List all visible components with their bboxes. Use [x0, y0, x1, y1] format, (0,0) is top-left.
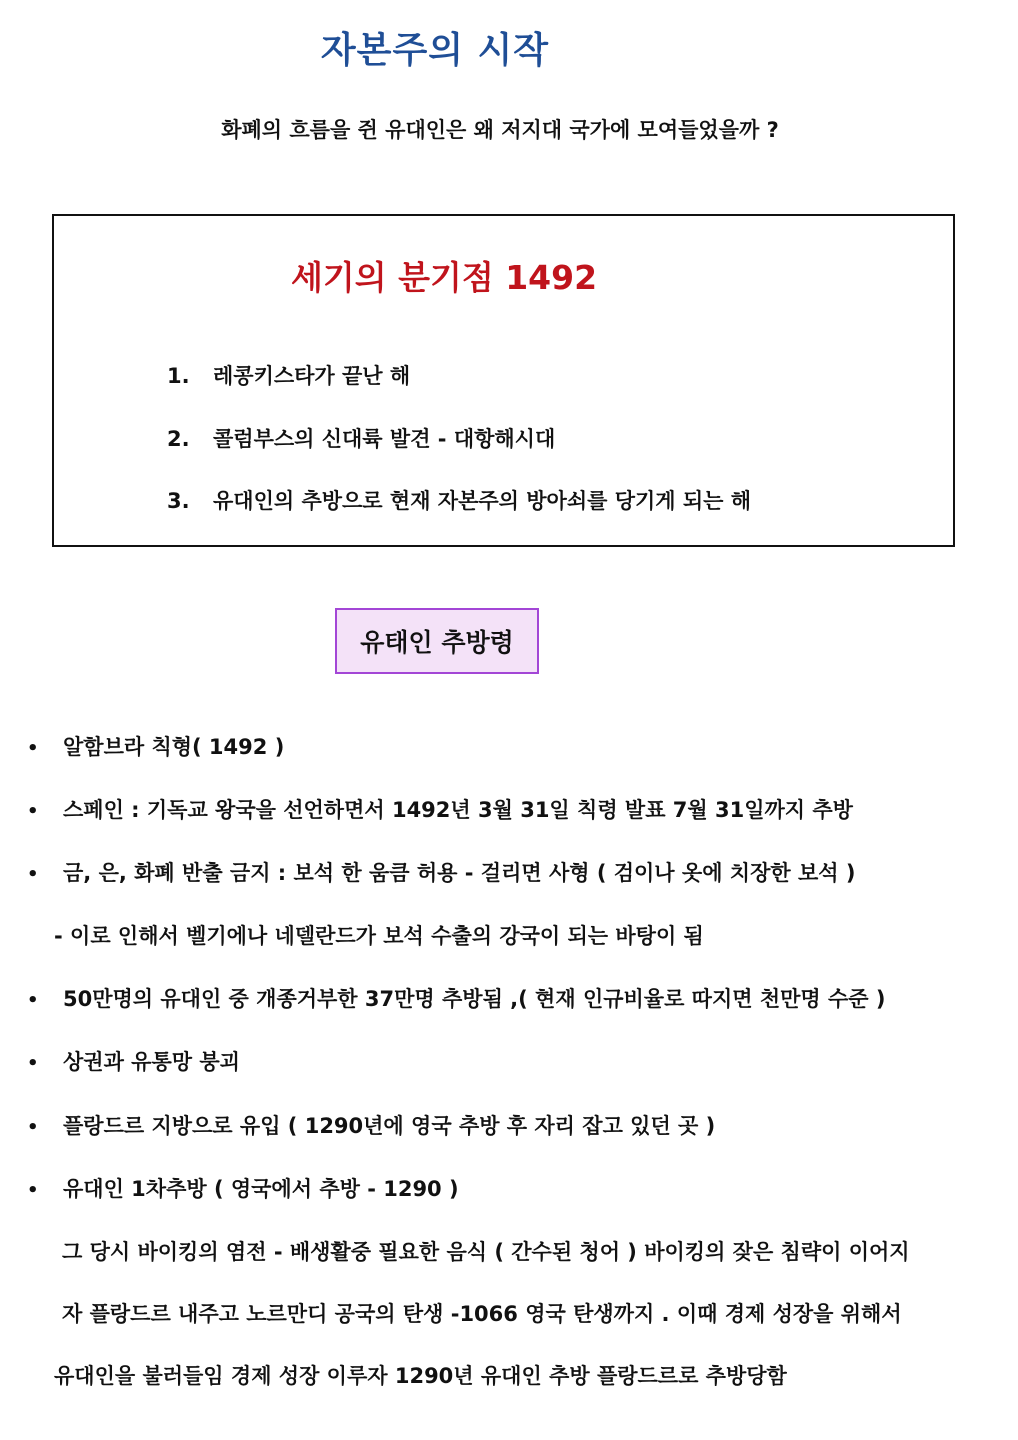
- bullet-icon: •: [27, 1180, 39, 1201]
- page-title: 자본주의 시작: [320, 30, 550, 71]
- bullet-icon: •: [27, 738, 39, 759]
- highlight-box: [52, 214, 955, 547]
- box-list-item: [167, 485, 751, 515]
- bullet-item: [27, 731, 284, 761]
- bullet-item: [27, 1110, 715, 1140]
- bullet-icon: •: [27, 801, 39, 822]
- bullet-item: [27, 1173, 459, 1203]
- bullet-item: [27, 983, 886, 1013]
- list-text: 유대인의 추방으로 현재 자본주의 방아쇠를 당기게 되는 해: [213, 489, 752, 513]
- list-number: 3.: [167, 489, 190, 513]
- paragraph-line: 유대인을 불러들임 경제 성장 이루자 1290년 유대인 추방 플랑드르로 추방당함: [54, 1364, 787, 1388]
- bullet-icon: •: [27, 990, 39, 1011]
- box-list-item: [167, 423, 555, 453]
- bullet-item: [27, 857, 855, 887]
- sub-note: - 이로 인해서 벨기에나 네델란드가 보석 수출의 강국이 되는 바탕이 됨: [54, 924, 704, 948]
- bullet-item: [27, 794, 853, 824]
- paragraph-line: 자 플랑드르 내주고 노르만디 공국의 탄생 -1066 영국 탄생까지 . 이때 경제 성장을 위해서: [62, 1302, 902, 1326]
- bullet-text: 알함브라 칙형( 1492 ): [63, 735, 285, 759]
- bullet-text: 플랑드르 지방으로 유입 ( 1290년에 영국 추방 후 자리 잡고 있던 곳 ): [63, 1114, 716, 1138]
- bullet-text: 스페인 : 기독교 왕국을 선언하면서 1492년 3월 31일 칙령 발표 7월 31일까지 추방: [63, 798, 853, 822]
- list-text: 레콩키스타가 끝난 해: [213, 364, 411, 388]
- section-tag: 유태인 추방령: [335, 608, 539, 674]
- list-text: 콜럼부스의 신대륙 발견 - 대항해시대: [213, 427, 556, 451]
- bullet-text: 금, 은, 화폐 반출 금지 : 보석 한 움큼 허용 - 걸리면 사형 ( 검이나 옷에 치장한 보석 ): [63, 861, 856, 885]
- bullet-icon: •: [27, 864, 39, 885]
- bullet-text: 상권과 유통망 붕괴: [63, 1050, 240, 1074]
- list-number: 1.: [167, 364, 190, 388]
- box-title: 세기의 분기점 1492: [290, 258, 598, 297]
- bullet-text: 50만명의 유대인 중 개종거부한 37만명 추방됨 ,( 현재 인규비율로 따지면 천만명 수준 ): [63, 987, 886, 1011]
- page-subtitle: 화폐의 흐름을 쥔 유대인은 왜 저지대 국가에 모여들었을까 ?: [221, 118, 779, 142]
- bullet-icon: •: [27, 1117, 39, 1138]
- bullet-text: 유대인 1차추방 ( 영국에서 추방 - 1290 ): [63, 1177, 459, 1201]
- bullet-icon: •: [27, 1053, 39, 1074]
- box-list-item: [167, 360, 410, 390]
- list-number: 2.: [167, 427, 190, 451]
- bullet-item: [27, 1046, 240, 1076]
- paragraph-line: 그 당시 바이킹의 염전 - 배생활중 필요한 음식 ( 간수된 청어 ) 바이킹의 잦은 침략이 이어지: [62, 1240, 910, 1264]
